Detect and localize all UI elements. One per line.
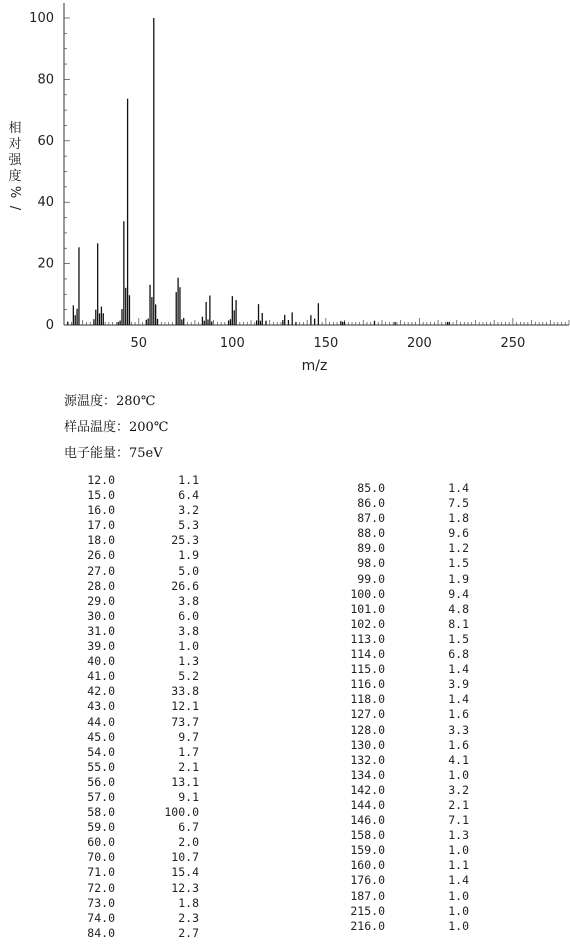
x-tick-label: 50 [130, 336, 148, 351]
mz-value: 39.0 [87, 639, 115, 654]
mz-value: 54.0 [87, 744, 115, 759]
mz-value: 86.0 [357, 496, 385, 511]
peak-row [60, 488, 199, 503]
abundance-value: 1.2 [448, 541, 469, 556]
mz-value: 60.0 [87, 835, 115, 850]
mz-value: 71.0 [87, 865, 115, 880]
peak-row [60, 579, 199, 594]
y-axis-label-char: % [7, 185, 22, 199]
mz-value: 15.0 [87, 488, 115, 503]
y-axis-label-char: 强 [8, 153, 22, 168]
peak-row [330, 873, 469, 888]
mz-value: 31.0 [87, 623, 115, 638]
mz-value: 128.0 [350, 722, 385, 737]
peak-row [60, 639, 199, 654]
abundance-value: 3.2 [178, 503, 199, 518]
abundance-value: 1.8 [178, 895, 199, 910]
x-axis-label: m/z [301, 358, 328, 374]
plot-area [7, 3, 569, 374]
peak-row [60, 850, 199, 865]
abundance-value: 1.0 [448, 918, 469, 933]
peak-row [60, 624, 199, 639]
abundance-value: 5.3 [178, 518, 199, 533]
peak-row [330, 617, 469, 632]
mz-value: 28.0 [87, 578, 115, 593]
peak-row [330, 572, 469, 587]
mz-value: 12.0 [87, 473, 115, 487]
y-tick-label: 60 [37, 133, 54, 149]
abundance-value: 9.6 [448, 526, 469, 541]
abundance-value: 9.1 [178, 789, 199, 804]
abundance-value: 1.5 [448, 631, 469, 646]
abundance-value: 3.9 [448, 677, 469, 692]
mz-value: 127.0 [350, 707, 385, 722]
peak-row [330, 707, 469, 722]
abundance-value: 1.4 [448, 873, 469, 888]
mz-value: 17.0 [87, 518, 115, 533]
mz-value: 114.0 [350, 647, 385, 662]
mz-value: 87.0 [357, 511, 385, 526]
peak-row [60, 548, 199, 563]
peak-row [330, 798, 469, 813]
peak-row [60, 715, 199, 730]
peak-row [330, 858, 469, 873]
peak-row [60, 533, 199, 548]
abundance-value: 1.6 [448, 707, 469, 722]
abundance-value: 3.3 [448, 722, 469, 737]
peak-row [330, 647, 469, 662]
abundance-value: 1.6 [448, 737, 469, 752]
peak-row [60, 820, 199, 835]
abundance-value: 8.1 [448, 616, 469, 631]
abundance-value: 2.1 [448, 797, 469, 812]
abundance-value: 3.2 [448, 782, 469, 797]
peak-row [330, 813, 469, 828]
mz-value: 42.0 [87, 684, 115, 699]
y-axis-label-char: 相 [8, 121, 22, 136]
y-tick-label: 100 [29, 11, 54, 26]
abundance-value: 15.4 [171, 865, 199, 880]
abundance-value: 73.7 [171, 714, 199, 729]
mz-value: 176.0 [350, 873, 385, 888]
peak-row [60, 775, 199, 790]
y-tick-label: 40 [37, 195, 54, 211]
mz-value: 142.0 [350, 782, 385, 797]
mass-spectrum-chart [0, 0, 570, 380]
mz-value: 187.0 [350, 888, 385, 903]
peak-row [60, 926, 199, 941]
mz-value: 27.0 [87, 563, 115, 578]
mz-value: 30.0 [87, 608, 115, 623]
mz-value: 134.0 [350, 767, 385, 782]
abundance-value: 1.9 [448, 571, 469, 586]
mz-value: 146.0 [350, 813, 385, 828]
abundance-value: 33.8 [171, 684, 199, 699]
mz-value: 73.0 [87, 895, 115, 910]
mz-value: 18.0 [87, 533, 115, 548]
peak-row [60, 503, 199, 518]
mz-value: 56.0 [87, 774, 115, 789]
abundance-value: 25.3 [171, 533, 199, 548]
peak-row [330, 541, 469, 556]
peak-row [60, 865, 199, 880]
abundance-value: 9.7 [178, 729, 199, 744]
x-tick-label: 250 [500, 336, 526, 351]
abundance-value: 4.1 [448, 752, 469, 767]
peak-row [330, 662, 469, 677]
y-axis-label-char: 对 [8, 137, 22, 152]
abundance-value: 6.0 [178, 608, 199, 623]
mz-value: 89.0 [357, 541, 385, 556]
abundance-value: 26.6 [171, 578, 199, 593]
mz-value: 98.0 [357, 556, 385, 571]
peak-table-right [330, 481, 469, 934]
peak-row [330, 526, 469, 541]
abundance-value: 7.1 [448, 813, 469, 828]
abundance-value: 1.0 [448, 888, 469, 903]
mz-value: 85.0 [357, 481, 385, 495]
peak-row [330, 556, 469, 571]
x-tick-label: 100 [219, 336, 245, 351]
peak-row [330, 632, 469, 647]
mz-value: 59.0 [87, 820, 115, 835]
peak-row [330, 723, 469, 738]
abundance-value: 12.1 [171, 699, 199, 714]
peak-row [60, 473, 199, 488]
abundance-value: 12.3 [171, 880, 199, 895]
mz-value: 84.0 [87, 925, 115, 940]
abundance-value: 6.8 [448, 647, 469, 662]
mz-value: 158.0 [350, 828, 385, 843]
peak-row [60, 835, 199, 850]
abundance-value: 1.0 [178, 639, 199, 654]
peak-row [330, 738, 469, 753]
mz-value: 100.0 [350, 586, 385, 601]
abundance-value: 1.0 [448, 843, 469, 858]
peak-row [60, 609, 199, 624]
abundance-value: 1.5 [448, 556, 469, 571]
abundance-value: 7.5 [448, 496, 469, 511]
mz-value: 159.0 [350, 843, 385, 858]
abundance-value: 1.4 [448, 662, 469, 677]
mz-value: 160.0 [350, 858, 385, 873]
mz-value: 57.0 [87, 789, 115, 804]
peak-row [330, 481, 469, 496]
mz-value: 144.0 [350, 797, 385, 812]
abundance-value: 1.3 [448, 828, 469, 843]
mz-value: 130.0 [350, 737, 385, 752]
abundance-value: 1.9 [178, 548, 199, 563]
abundance-value: 1.3 [178, 654, 199, 669]
mz-value: 41.0 [87, 669, 115, 684]
x-tick-label: 150 [313, 336, 339, 351]
abundance-value: 1.7 [178, 744, 199, 759]
y-axis-label-char: / [7, 205, 22, 211]
abundance-value: 5.2 [178, 669, 199, 684]
peak-row [60, 699, 199, 714]
abundance-value: 1.0 [448, 767, 469, 782]
abundance-value: 5.0 [178, 563, 199, 578]
abundance-value: 1.1 [178, 473, 199, 487]
peak-row [60, 684, 199, 699]
peak-row [330, 889, 469, 904]
peak-row [60, 911, 199, 926]
mz-value: 216.0 [350, 918, 385, 933]
mz-value: 26.0 [87, 548, 115, 563]
peak-row [60, 745, 199, 760]
peak-row [330, 828, 469, 843]
peak-row [330, 768, 469, 783]
peak-row [330, 496, 469, 511]
mz-value: 101.0 [350, 601, 385, 616]
mz-value: 16.0 [87, 503, 115, 518]
abundance-value: 9.4 [448, 586, 469, 601]
mz-value: 215.0 [350, 903, 385, 918]
peak-row [330, 677, 469, 692]
electron-energy: 电子能量：75eV [64, 446, 163, 461]
mz-value: 45.0 [87, 729, 115, 744]
peak-row [330, 904, 469, 919]
abundance-value: 2.7 [178, 925, 199, 940]
peak-row [60, 730, 199, 745]
peak-row [330, 919, 469, 934]
mz-value: 43.0 [87, 699, 115, 714]
peak-row [60, 654, 199, 669]
abundance-value: 2.3 [178, 910, 199, 925]
source-temperature: 源温度：280℃ [64, 394, 156, 409]
mz-value: 113.0 [350, 631, 385, 646]
mz-value: 70.0 [87, 850, 115, 865]
y-tick-label: 80 [37, 72, 54, 88]
mz-value: 115.0 [350, 662, 385, 677]
abundance-value: 13.1 [171, 774, 199, 789]
mz-value: 44.0 [87, 714, 115, 729]
abundance-value: 1.0 [448, 903, 469, 918]
peak-row [330, 511, 469, 526]
abundance-value: 1.1 [448, 858, 469, 873]
peak-row [330, 692, 469, 707]
mz-value: 99.0 [357, 571, 385, 586]
sample-temperature: 样品温度：200℃ [64, 420, 169, 435]
y-axis-label-char: 度 [8, 169, 22, 184]
mz-value: 118.0 [350, 692, 385, 707]
peak-row [60, 881, 199, 896]
abundance-value: 3.8 [178, 623, 199, 638]
abundance-value: 2.1 [178, 759, 199, 774]
peak-table-left [60, 473, 199, 941]
peak-row [330, 602, 469, 617]
peak-row [330, 843, 469, 858]
abundance-value: 10.7 [171, 850, 199, 865]
mz-value: 55.0 [87, 759, 115, 774]
abundance-value: 6.7 [178, 820, 199, 835]
abundance-value: 1.4 [448, 692, 469, 707]
peak-row [60, 669, 199, 684]
peak-row [60, 760, 199, 775]
peak-row [60, 805, 199, 820]
abundance-value: 1.4 [448, 481, 469, 495]
mz-value: 116.0 [350, 677, 385, 692]
peak-row [60, 594, 199, 609]
abundance-value: 4.8 [448, 601, 469, 616]
abundance-value: 6.4 [178, 488, 199, 503]
abundance-value: 100.0 [164, 805, 199, 820]
mz-value: 72.0 [87, 880, 115, 895]
y-tick-label: 20 [37, 256, 54, 272]
mz-value: 58.0 [87, 805, 115, 820]
mz-value: 88.0 [357, 526, 385, 541]
abundance-value: 1.8 [448, 511, 469, 526]
peak-row [60, 790, 199, 805]
peak-row [330, 783, 469, 798]
mz-value: 40.0 [87, 654, 115, 669]
peak-row [330, 753, 469, 768]
mz-value: 102.0 [350, 616, 385, 631]
abundance-value: 3.8 [178, 593, 199, 608]
mz-value: 29.0 [87, 593, 115, 608]
abundance-value: 2.0 [178, 835, 199, 850]
peak-row [60, 564, 199, 579]
mz-value: 132.0 [350, 752, 385, 767]
peak-row [60, 896, 199, 911]
mz-value: 74.0 [87, 910, 115, 925]
peak-row [330, 587, 469, 602]
y-tick-label: 0 [45, 318, 54, 333]
peak-row [60, 518, 199, 533]
x-tick-label: 200 [406, 336, 432, 351]
